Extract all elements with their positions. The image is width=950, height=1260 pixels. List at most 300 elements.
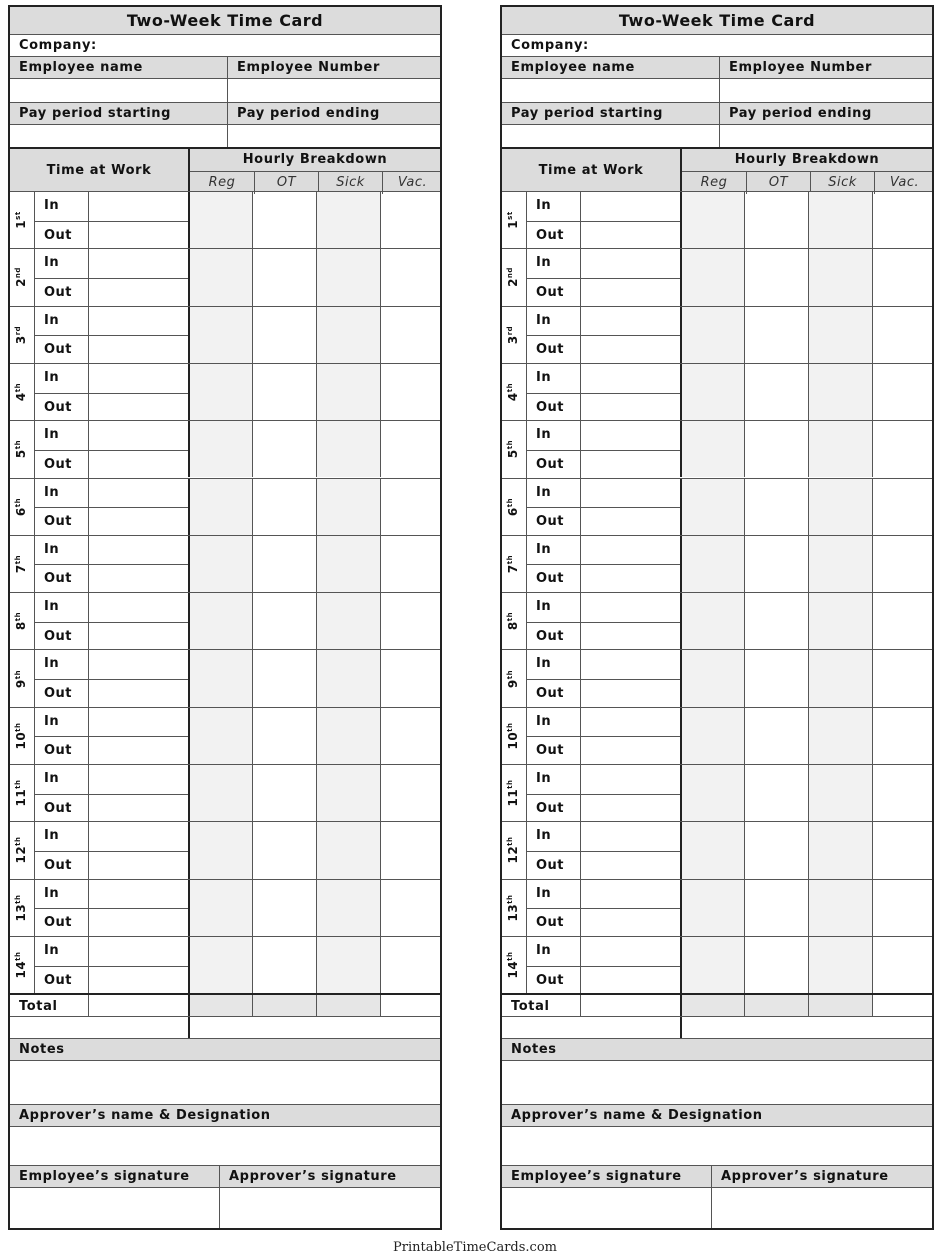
hours-sick-field[interactable] (808, 765, 872, 821)
in-time-field[interactable] (580, 650, 680, 679)
hours-vac-field[interactable] (872, 708, 932, 764)
hours-sick-field[interactable] (316, 937, 380, 993)
day-row-9 (10, 649, 440, 706)
hours-reg-field[interactable] (188, 822, 252, 878)
day-row-13 (10, 879, 440, 936)
in-time-field[interactable] (88, 364, 188, 393)
pay-period-header-row (10, 102, 440, 124)
employee-header-row (502, 56, 932, 78)
in-label: In (34, 364, 88, 393)
total-sick-field[interactable] (316, 995, 380, 1016)
out-time-field[interactable] (580, 278, 680, 307)
hours-reg-field[interactable] (188, 593, 252, 649)
total-row (10, 993, 440, 1016)
hours-ot-field[interactable] (744, 192, 808, 248)
hours-sick-field[interactable] (316, 880, 380, 936)
out-time-field[interactable] (580, 450, 680, 479)
total-extra-row (10, 1016, 440, 1038)
out-label: Out (34, 221, 88, 250)
hours-reg-field[interactable] (680, 192, 744, 248)
company-label: Company: (511, 38, 589, 53)
hours-sick-field[interactable] (808, 249, 872, 305)
hours-sick-field[interactable] (808, 479, 872, 535)
hours-sick-field[interactable] (808, 536, 872, 592)
out-time-field[interactable] (580, 966, 680, 995)
day-row-5 (10, 420, 440, 477)
hours-vac-field[interactable] (380, 364, 440, 420)
in-label: In (526, 479, 580, 508)
hours-reg-field[interactable] (680, 421, 744, 477)
hourly-breakdown-label: Hourly Breakdown (734, 152, 880, 167)
day-row-12 (10, 821, 440, 878)
out-label: Out (34, 450, 88, 479)
day-number: 7th (14, 554, 28, 574)
hours-sick-field[interactable] (316, 249, 380, 305)
hours-reg-field[interactable] (188, 307, 252, 363)
hours-reg-field[interactable] (188, 536, 252, 592)
day-row-7 (502, 535, 932, 592)
notes-header (10, 1038, 440, 1060)
day-number: 7th (506, 554, 520, 574)
hours-sick-field[interactable] (316, 421, 380, 477)
hours-reg-field[interactable] (188, 364, 252, 420)
total-ot-field[interactable] (744, 995, 808, 1016)
approver-signature-field[interactable] (711, 1188, 932, 1228)
hours-reg-field[interactable] (188, 765, 252, 821)
out-label: Out (526, 794, 580, 823)
hours-ot-field[interactable] (744, 650, 808, 706)
in-label: In (526, 307, 580, 336)
out-time-field[interactable] (88, 278, 188, 307)
out-label: Out (34, 335, 88, 364)
hours-reg-field[interactable] (680, 307, 744, 363)
hours-ot-field[interactable] (744, 249, 808, 305)
hours-vac-field[interactable] (872, 937, 932, 993)
hours-vac-field[interactable] (380, 593, 440, 649)
day-number: 5th (506, 440, 520, 459)
hours-reg-field[interactable] (188, 192, 252, 248)
hours-vac-field[interactable] (872, 593, 932, 649)
out-time-field[interactable] (88, 794, 188, 823)
in-time-field[interactable] (88, 708, 188, 737)
hours-reg-field[interactable] (680, 822, 744, 878)
card-title: Two-Week Time Card (10, 7, 440, 34)
out-time-field[interactable] (88, 450, 188, 479)
hours-vac-field[interactable] (872, 192, 932, 248)
hours-reg-field[interactable] (188, 650, 252, 706)
out-time-field[interactable] (88, 221, 188, 250)
hours-sick-field[interactable] (316, 822, 380, 878)
hours-reg-field[interactable] (188, 880, 252, 936)
day-number: 5th (14, 440, 28, 459)
pay-period-start-field[interactable] (10, 125, 227, 147)
breakdown-col-ot: OT (254, 172, 318, 194)
hours-ot-field[interactable] (252, 479, 316, 535)
hours-sick-field[interactable] (316, 307, 380, 363)
company-row[interactable] (502, 34, 932, 56)
in-time-field[interactable] (88, 650, 188, 679)
signature-header (502, 1165, 932, 1187)
employee-number-label: Employee Number (227, 57, 440, 78)
hours-ot-field[interactable] (252, 822, 316, 878)
hours-sick-field[interactable] (316, 593, 380, 649)
in-time-field[interactable] (88, 249, 188, 278)
hours-ot-field[interactable] (252, 421, 316, 477)
hours-sick-field[interactable] (808, 192, 872, 248)
employee-header-row (10, 56, 440, 78)
day-row-3 (502, 306, 932, 363)
pay-period-start-label: Pay period starting (19, 106, 172, 121)
day-number: 13th (14, 894, 28, 922)
hours-ot-field[interactable] (252, 249, 316, 305)
day-number: 4th (14, 382, 28, 402)
day-row-3 (10, 306, 440, 363)
breakdown-col-reg: Reg (208, 175, 236, 190)
in-time-field[interactable] (580, 593, 680, 622)
notes-field[interactable] (10, 1060, 440, 1104)
hours-vac-field[interactable] (380, 822, 440, 878)
approver-header (502, 1104, 932, 1126)
out-time-field[interactable] (88, 851, 188, 880)
breakdown-col-reg: Reg (700, 175, 728, 190)
out-time-field[interactable] (88, 335, 188, 364)
hours-reg-field[interactable] (680, 708, 744, 764)
out-label: Out (526, 335, 580, 364)
total-reg-field[interactable] (188, 995, 252, 1016)
approver-signature-field[interactable] (219, 1188, 440, 1228)
hours-ot-field[interactable] (744, 364, 808, 420)
hours-ot-field[interactable] (744, 421, 808, 477)
out-time-field[interactable] (580, 507, 680, 536)
hours-vac-field[interactable] (380, 937, 440, 993)
out-time-field[interactable] (580, 335, 680, 364)
in-label: In (526, 536, 580, 565)
hours-ot-field[interactable] (252, 880, 316, 936)
time-at-work-label: Time at Work (538, 163, 644, 178)
hours-ot-field[interactable] (744, 937, 808, 993)
out-label: Out (526, 679, 580, 708)
hours-reg-field[interactable] (188, 421, 252, 477)
hours-ot-field[interactable] (252, 593, 316, 649)
day-number: 12th (506, 836, 520, 864)
employee-value-row (10, 78, 440, 102)
signature-header (10, 1165, 440, 1187)
hours-vac-field[interactable] (380, 479, 440, 535)
hours-vac-field[interactable] (380, 650, 440, 706)
in-time-field[interactable] (580, 536, 680, 565)
hours-vac-field[interactable] (872, 421, 932, 477)
hours-sick-field[interactable] (808, 364, 872, 420)
hours-reg-field[interactable] (188, 708, 252, 764)
in-label: In (526, 880, 580, 909)
day-row-6 (10, 478, 440, 535)
day-number: 8th (14, 612, 28, 631)
hours-ot-field[interactable] (744, 593, 808, 649)
out-time-field[interactable] (580, 908, 680, 937)
in-time-field[interactable] (88, 765, 188, 794)
in-time-field[interactable] (88, 192, 188, 221)
hours-sick-field[interactable] (808, 708, 872, 764)
pay-period-start-field[interactable] (502, 125, 719, 147)
in-time-field[interactable] (580, 307, 680, 336)
hours-vac-field[interactable] (872, 249, 932, 305)
out-label: Out (34, 278, 88, 307)
day-row-13 (502, 879, 932, 936)
day-number: 1st (506, 211, 520, 229)
hours-vac-field[interactable] (872, 479, 932, 535)
approver-header (10, 1104, 440, 1126)
hours-vac-field[interactable] (380, 421, 440, 477)
hours-vac-field[interactable] (872, 880, 932, 936)
in-time-field[interactable] (88, 536, 188, 565)
out-time-field[interactable] (88, 393, 188, 422)
employee-signature-label: Employee’s signature (19, 1169, 190, 1185)
hours-sick-field[interactable] (808, 650, 872, 706)
hours-sick-field[interactable] (316, 708, 380, 764)
out-time-field[interactable] (580, 794, 680, 823)
out-label: Out (34, 851, 88, 880)
out-time-field[interactable] (580, 679, 680, 708)
hours-ot-field[interactable] (252, 536, 316, 592)
in-time-field[interactable] (580, 421, 680, 450)
out-label: Out (526, 221, 580, 250)
total-extra-breakdown-field[interactable] (680, 1017, 932, 1038)
hours-vac-field[interactable] (380, 536, 440, 592)
approver-name-field[interactable] (502, 1126, 932, 1165)
hours-ot-field[interactable] (252, 708, 316, 764)
in-time-field[interactable] (88, 479, 188, 508)
employee-signature-field[interactable] (10, 1188, 219, 1228)
day-row-1 (10, 191, 440, 248)
total-time-field[interactable] (88, 995, 188, 1016)
hours-vac-field[interactable] (872, 364, 932, 420)
day-row-7 (10, 535, 440, 592)
out-time-field[interactable] (88, 736, 188, 765)
time-at-work-label: Time at Work (46, 163, 152, 178)
in-time-field[interactable] (88, 593, 188, 622)
out-label: Out (34, 908, 88, 937)
hours-ot-field[interactable] (744, 708, 808, 764)
total-extra-field[interactable] (502, 1017, 680, 1038)
notes-field[interactable] (502, 1060, 932, 1104)
in-time-field[interactable] (580, 364, 680, 393)
total-time-field[interactable] (580, 995, 680, 1016)
in-time-field[interactable] (580, 880, 680, 909)
hours-vac-field[interactable] (872, 536, 932, 592)
hours-reg-field[interactable] (680, 364, 744, 420)
day-row-2 (502, 248, 932, 305)
out-label: Out (526, 622, 580, 651)
hours-reg-field[interactable] (188, 479, 252, 535)
hours-reg-field[interactable] (680, 880, 744, 936)
hours-sick-field[interactable] (808, 880, 872, 936)
total-row (502, 993, 932, 1016)
hours-sick-field[interactable] (316, 364, 380, 420)
out-time-field[interactable] (88, 564, 188, 593)
pay-period-end-field[interactable] (719, 125, 932, 147)
out-time-field[interactable] (88, 679, 188, 708)
out-time-field[interactable] (580, 736, 680, 765)
hours-ot-field[interactable] (744, 822, 808, 878)
approver-name-field[interactable] (10, 1126, 440, 1165)
time-table-header (10, 147, 440, 191)
out-label: Out (526, 278, 580, 307)
in-time-field[interactable] (580, 708, 680, 737)
total-vac-field[interactable] (872, 995, 932, 1016)
in-label: In (34, 192, 88, 221)
out-time-field[interactable] (580, 393, 680, 422)
employee-number-field[interactable] (227, 79, 440, 102)
in-label: In (526, 192, 580, 221)
hourly-breakdown-header (188, 149, 440, 191)
hours-ot-field[interactable] (744, 880, 808, 936)
hours-reg-field[interactable] (680, 249, 744, 305)
in-label: In (526, 249, 580, 278)
in-time-field[interactable] (88, 307, 188, 336)
hours-ot-field[interactable] (744, 536, 808, 592)
hours-reg-field[interactable] (680, 765, 744, 821)
hours-sick-field[interactable] (808, 822, 872, 878)
hours-ot-field[interactable] (252, 937, 316, 993)
hours-ot-field[interactable] (252, 765, 316, 821)
hours-reg-field[interactable] (680, 593, 744, 649)
hours-ot-field[interactable] (744, 479, 808, 535)
hours-sick-field[interactable] (808, 421, 872, 477)
in-time-field[interactable] (88, 880, 188, 909)
day-number: 14th (14, 951, 28, 979)
hours-reg-field[interactable] (188, 937, 252, 993)
hours-reg-field[interactable] (680, 937, 744, 993)
total-vac-field[interactable] (380, 995, 440, 1016)
out-time-field[interactable] (88, 908, 188, 937)
hours-reg-field[interactable] (680, 536, 744, 592)
total-sick-field[interactable] (808, 995, 872, 1016)
breakdown-col-vac: Vac. (382, 172, 442, 194)
hours-ot-field[interactable] (252, 307, 316, 363)
hours-vac-field[interactable] (872, 307, 932, 363)
hours-ot-field[interactable] (252, 364, 316, 420)
day-row-10 (502, 707, 932, 764)
footer-website: PrintableTimeCards.com (393, 1240, 557, 1255)
total-reg-field[interactable] (680, 995, 744, 1016)
day-number: 12th (14, 836, 28, 864)
in-label: In (34, 307, 88, 336)
day-row-1 (502, 191, 932, 248)
day-number: 11th (14, 779, 28, 807)
in-time-field[interactable] (88, 822, 188, 851)
hours-vac-field[interactable] (872, 765, 932, 821)
hours-sick-field[interactable] (808, 937, 872, 993)
hours-sick-field[interactable] (808, 593, 872, 649)
hours-sick-field[interactable] (808, 307, 872, 363)
day-number: 10th (14, 722, 28, 750)
in-label: In (526, 822, 580, 851)
out-time-field[interactable] (88, 507, 188, 536)
day-row-4 (10, 363, 440, 420)
hours-vac-field[interactable] (380, 765, 440, 821)
day-row-12 (502, 821, 932, 878)
in-label: In (34, 765, 88, 794)
hours-vac-field[interactable] (380, 249, 440, 305)
out-time-field[interactable] (88, 966, 188, 995)
day-number: 3rd (14, 325, 28, 344)
total-extra-breakdown-field[interactable] (188, 1017, 440, 1038)
out-time-field[interactable] (88, 622, 188, 651)
in-time-field[interactable] (580, 937, 680, 966)
out-label: Out (34, 679, 88, 708)
time-table-header (502, 147, 932, 191)
day-number: 11th (506, 779, 520, 807)
hours-reg-field[interactable] (680, 479, 744, 535)
hours-sick-field[interactable] (316, 192, 380, 248)
in-time-field[interactable] (580, 479, 680, 508)
breakdown-col-sick: Sick (318, 172, 382, 194)
total-ot-field[interactable] (252, 995, 316, 1016)
day-number: 6th (14, 497, 28, 516)
total-extra-field[interactable] (10, 1017, 188, 1038)
hours-ot-field[interactable] (252, 650, 316, 706)
hours-reg-field[interactable] (188, 249, 252, 305)
in-time-field[interactable] (580, 765, 680, 794)
in-time-field[interactable] (88, 937, 188, 966)
hours-ot-field[interactable] (744, 765, 808, 821)
hours-vac-field[interactable] (872, 650, 932, 706)
hours-sick-field[interactable] (316, 650, 380, 706)
hours-vac-field[interactable] (872, 822, 932, 878)
in-time-field[interactable] (580, 192, 680, 221)
employee-signature-field[interactable] (502, 1188, 711, 1228)
in-time-field[interactable] (88, 421, 188, 450)
employee-name-label: Employee name (511, 60, 635, 75)
hours-ot-field[interactable] (252, 192, 316, 248)
hours-sick-field[interactable] (316, 479, 380, 535)
hourly-breakdown-label: Hourly Breakdown (242, 152, 388, 167)
day-row-11 (10, 764, 440, 821)
company-label: Company: (19, 38, 97, 53)
employee-name-field[interactable] (10, 79, 227, 102)
hours-vac-field[interactable] (380, 880, 440, 936)
employee-name-label: Employee name (19, 60, 143, 75)
out-time-field[interactable] (580, 622, 680, 651)
day-number: 9th (14, 669, 28, 688)
hours-vac-field[interactable] (380, 708, 440, 764)
employee-name-field[interactable] (502, 79, 719, 102)
out-time-field[interactable] (580, 851, 680, 880)
employee-number-field[interactable] (719, 79, 932, 102)
approver-signature-label: Approver’s signature (219, 1166, 440, 1187)
hours-reg-field[interactable] (680, 650, 744, 706)
day-number: 3rd (506, 325, 520, 344)
out-label: Out (526, 507, 580, 536)
day-number: 1st (14, 211, 28, 229)
hours-sick-field[interactable] (316, 765, 380, 821)
pay-period-end-field[interactable] (227, 125, 440, 147)
total-extra-row (502, 1016, 932, 1038)
hours-vac-field[interactable] (380, 307, 440, 363)
approver-name-label: Approver’s name & Designation (511, 1108, 763, 1124)
out-time-field[interactable] (580, 221, 680, 250)
out-label: Out (34, 507, 88, 536)
in-time-field[interactable] (580, 249, 680, 278)
time-card-left (8, 5, 442, 1230)
hours-ot-field[interactable] (744, 307, 808, 363)
company-row[interactable] (10, 34, 440, 56)
employee-number-label: Employee Number (719, 57, 932, 78)
hours-sick-field[interactable] (316, 536, 380, 592)
out-time-field[interactable] (580, 564, 680, 593)
hours-vac-field[interactable] (380, 192, 440, 248)
in-time-field[interactable] (580, 822, 680, 851)
